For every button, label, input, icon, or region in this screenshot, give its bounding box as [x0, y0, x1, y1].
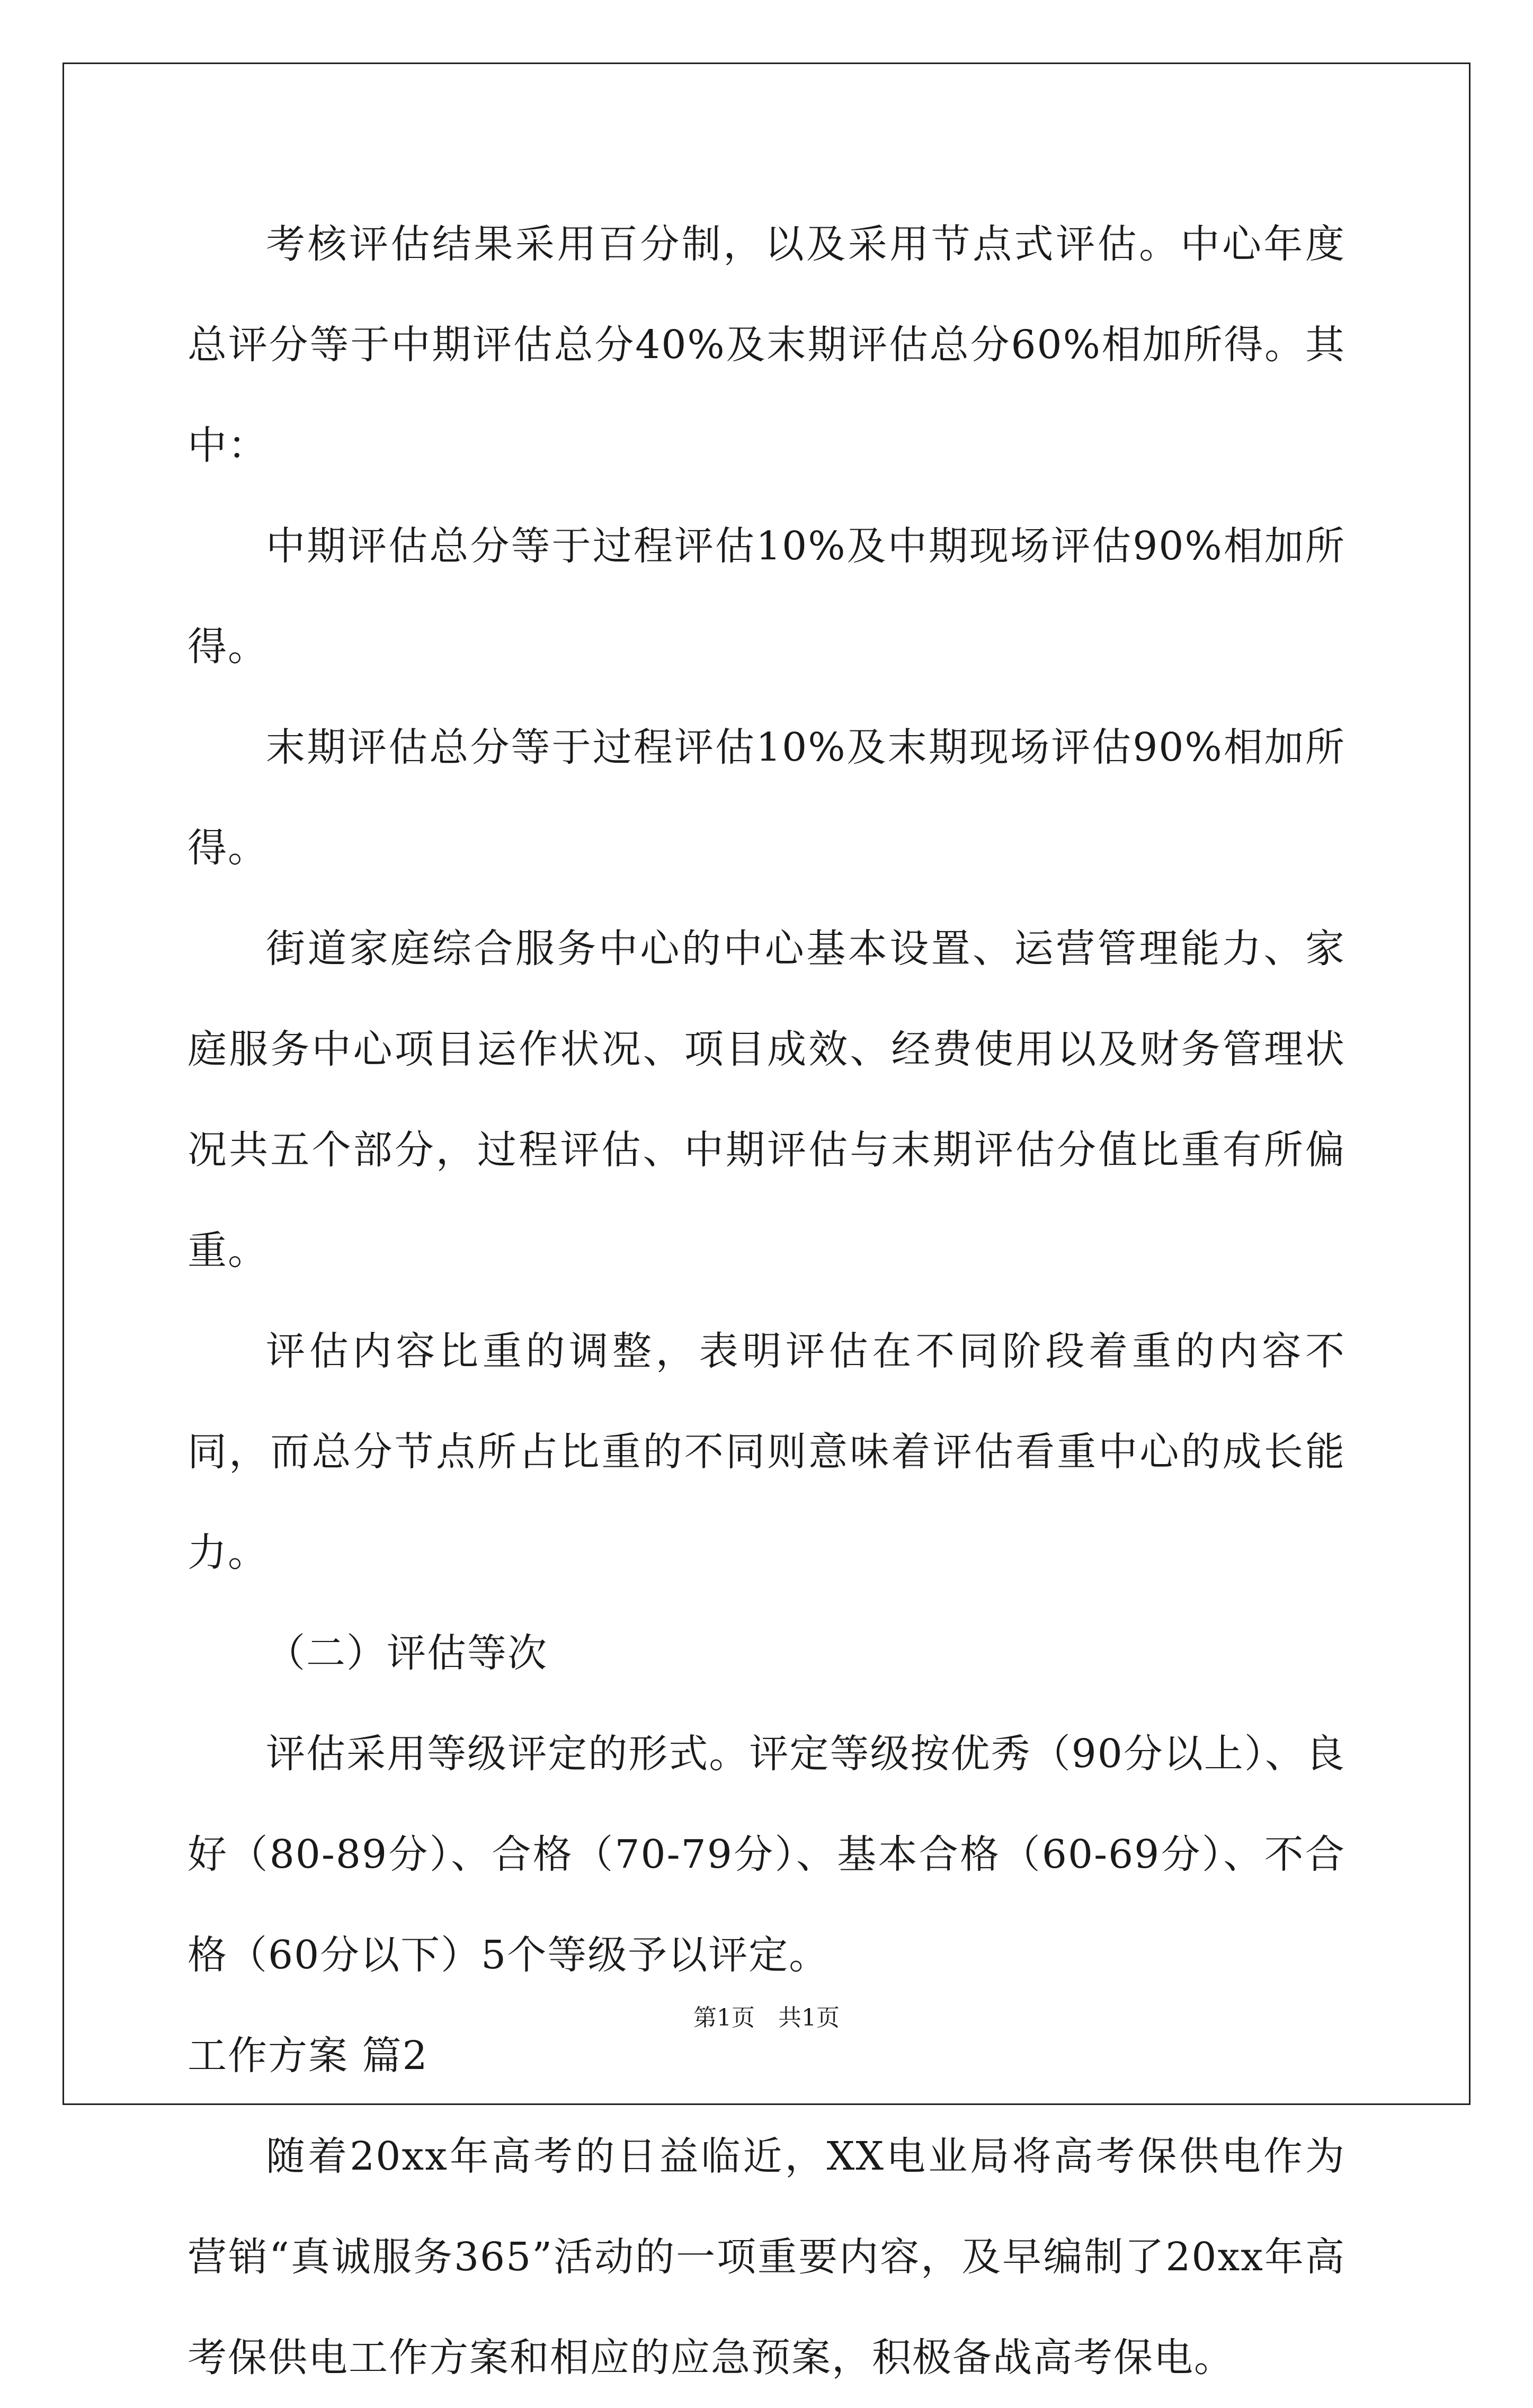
- subheading-assessment-grades: （二）评估等次: [266, 1630, 548, 1676]
- document-body: [188, 194, 1345, 2408]
- paragraph-final-score: 末期评估总分等于过程评估10%及末期现场评估90%相加所得。: [188, 725, 1345, 871]
- paragraph-grade-levels: 评估采用等级评定的形式。评定等级按优秀（90分以上）、良好（80-89分）、合格（70-79分）、基本合格（60-69分）、不合格（60分以下）5个等级予以评定。: [188, 1731, 1345, 1978]
- paragraph-scoring-method: 考核评估结果采用百分制，以及采用节点式评估。中心年度总评分等于中期评估总分40%及末期评估总分60%相加所得。其中：: [188, 221, 1345, 468]
- paragraph-weight-adjustment: 评估内容比重的调整，表明评估在不同阶段着重的内容不同，而总分节点所占比重的不同则意味着评估看重中心的成长能力。: [188, 1328, 1345, 1575]
- page-footer: 第1页 共1页: [693, 2004, 840, 2031]
- section-heading: 工作方案 篇2: [188, 2033, 429, 2079]
- paragraph-assessment-parts: 街道家庭综合服务中心的中心基本设置、运营管理能力、家庭服务中心项目运作状况、项目成效、经费使用以及财务管理状况共五个部分，过程评估、中期评估与末期评估分值比重有所偏重。: [188, 926, 1345, 1273]
- paragraph-mid-term-score: 中期评估总分等于过程评估10%及中期现场评估90%相加所得。: [188, 523, 1345, 670]
- paragraph-exam-power-supply: 随着20xx年高考的日益临近，XX电业局将高考保供电作为营销“真诚服务365”活动的一项重要内容，及早编制了20xx年高考保供电工作方案和相应的应急预案，积极备战高考保电。: [188, 2134, 1346, 2380]
